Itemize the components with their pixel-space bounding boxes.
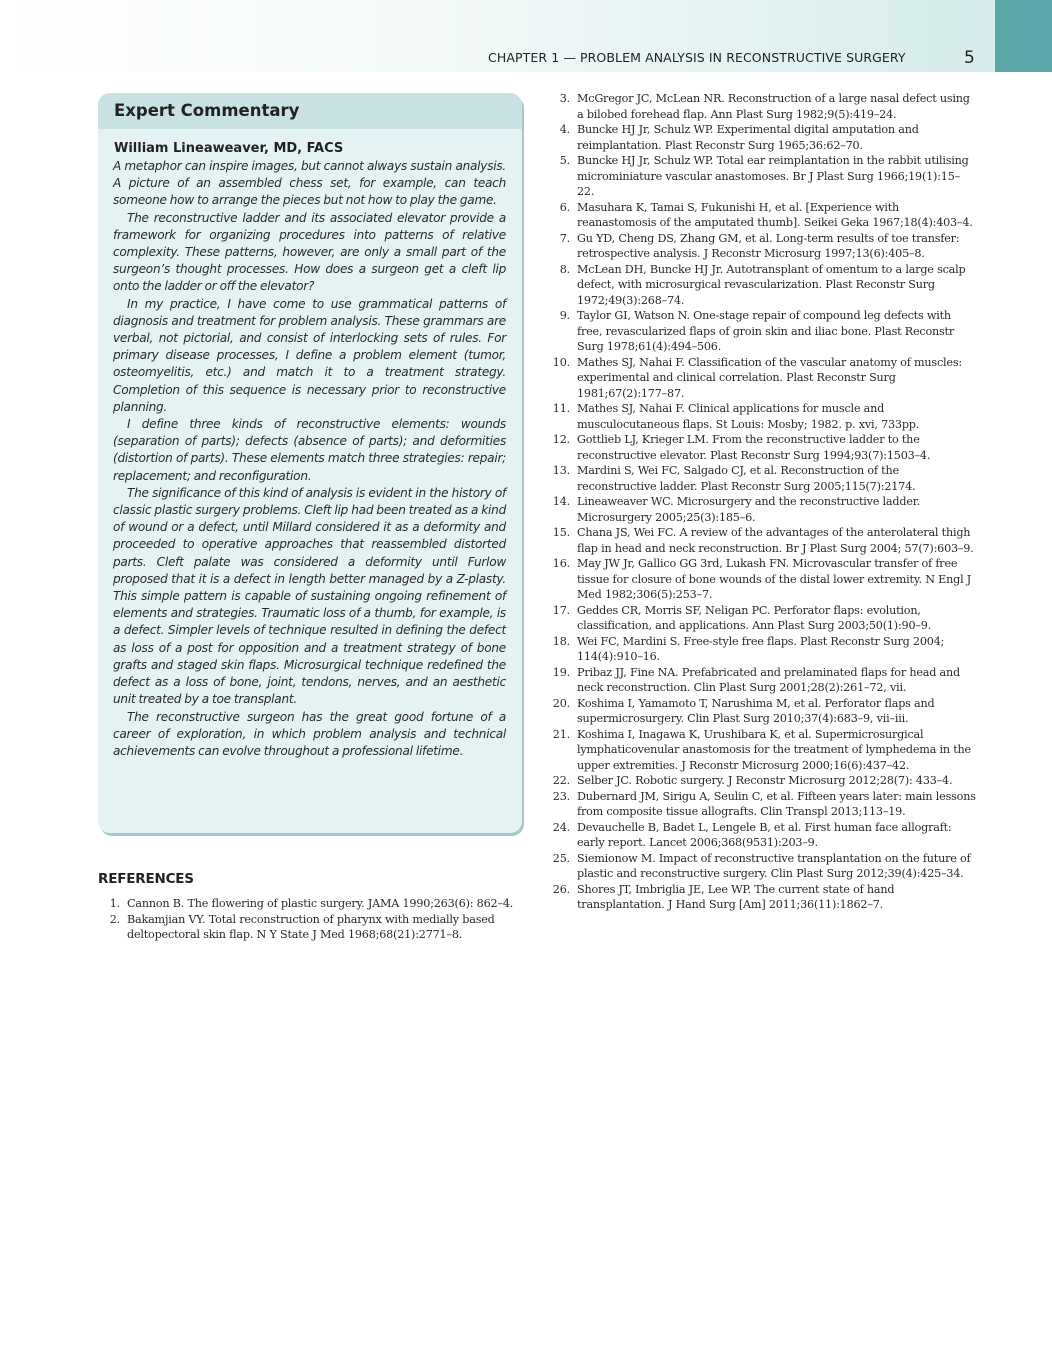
reference-number: 11. <box>552 402 570 415</box>
reference-item <box>548 308 976 355</box>
commentary-paragraph: The significance of this kind of analysis is evident in the history of classic plastic surgery problems. Cleft lip had been treated as a kind of wound or a defect, until Millard considered it as a deformity and proceeded to operative approaches that reassembled distorted parts. Cleft palate was considered a deformity until Furlow proposed that it is a defect in length better managed by a Z-plasty. This simple pattern is capable of sustaining ongoing refinement of elements and strategies. Traumatic loss of a thumb, for example, is a defect. Simpler levels of technique resulted in defining the defect as loss of a post for opposition and a treatment strategy of bone grafts and staged skin flaps. Microsurgical technique redefined the defect as a loss of bone, joint, tendons, nerves, and an aesthetic unit treated by a toe transplant. <box>113 485 506 707</box>
commentary-paragraph: In my practice, I have come to use grammatical patterns of diagnosis and treatment for problem analysis. These grammars are verbal, not pictorial, and consist of interlocking sets of rules. For primary disease processes, I define a problem element (tumor, osteomyelitis, etc.) and match it to a treatment strategy. Completion of this sequence is necessary prior to reconstructive planning. <box>113 296 506 414</box>
reference-item <box>548 556 976 603</box>
commentary-paragraph: The reconstructive surgeon has the great good fortune of a career of exploration, in which problem analysis and technical achievements can evolve throughout a professional lifetime. <box>113 709 506 758</box>
page-number: 5 <box>964 48 975 68</box>
reference-number: 7. <box>559 231 570 245</box>
references-heading: REFERENCES <box>98 871 194 887</box>
reference-number: 25. <box>552 851 570 865</box>
references-list-right <box>548 91 976 913</box>
reference-text: Shores JT, Imbriglia JE, Lee WP. The current state of hand transplantation. J Hand Surg [Am] 2011;36(11):1862–7. <box>577 882 895 911</box>
reference-item <box>548 153 976 200</box>
reference-text: Gottlieb LJ, Krieger LM. From the reconstructive ladder to the reconstructive elevator. Plast Reconstr Surg 1994;93(7):1503–4. <box>577 433 931 462</box>
reference-text: Mardini S, Wei FC, Salgado CJ, et al. Reconstruction of the reconstructive ladder. Plast Reconstr Surg 2005;115(7):2174. <box>577 464 916 493</box>
reference-text: Masuhara K, Tamai S, Fukunishi H, et al. [Experience with reanastomosis of the amputated thumb]. Seikei Geka 1967;18(4):403–4. <box>577 200 973 229</box>
reference-text: Selber JC. Robotic surgery. J Reconstr Microsurg 2012;28(7): 433–4. <box>577 774 953 787</box>
reference-number: 2. <box>109 912 120 926</box>
reference-text: Pribaz JJ, Fine NA. Prefabricated and prelaminated flaps for head and neck reconstruction. Clin Plast Surg 2001;28(2):261–72, vii. <box>577 665 960 694</box>
reference-number: 17. <box>552 603 570 617</box>
reference-text: Devauchelle B, Badet L, Lengele B, et al. First human face allograft: early report. Lancet 2006;368(9531):203–9. <box>577 820 952 849</box>
reference-item <box>548 773 976 789</box>
reference-number: 6. <box>559 200 570 214</box>
reference-item <box>98 896 522 912</box>
reference-text: Koshima I, Inagawa K, Urushibara K, et al. Supermicrosurgical lymphaticovenular anastomosis for the treatment of lymphedema in the upper extremities. J Reconstr Microsurg 2000;16(6):437–42. <box>577 727 971 772</box>
chapter-tab <box>995 0 1052 72</box>
expert-commentary-box <box>98 93 522 833</box>
reference-number: 10. <box>552 355 570 369</box>
reference-text: May JW Jr, Gallico GG 3rd, Lukash FN. Microvascular transfer of free tissue for closure of bone wounds of the distal lower extremity. N Engl J Med 1982;306(5):253–7. <box>577 557 972 601</box>
running-head: CHAPTER 1 — PROBLEM ANALYSIS IN RECONSTRUCTIVE SURGERY <box>488 50 906 65</box>
reference-item <box>98 912 522 943</box>
reference-item <box>548 494 976 525</box>
commentary-body <box>98 158 522 760</box>
reference-item <box>548 262 976 309</box>
reference-number: 24. <box>552 820 570 834</box>
reference-item <box>548 463 976 494</box>
reference-text: Chana JS, Wei FC. A review of the advantages of the anterolateral thigh flap in head and neck reconstruction. Br J Plast Surg 2004; 57(7):603–9. <box>577 526 974 555</box>
reference-text: Taylor GI, Watson N. One-stage repair of compound leg defects with free, revascularized flaps of groin skin and iliac bone. Plast Reconstr Surg 1978;61(4):494–506. <box>577 309 955 353</box>
reference-text: McGregor JC, McLean NR. Reconstruction of a large nasal defect using a bilobed forehead flap. Ann Plast Surg 1982;9(5):419–24. <box>577 92 970 121</box>
reference-number: 26. <box>552 882 570 896</box>
reference-item <box>548 200 976 231</box>
reference-number: 12. <box>552 433 570 446</box>
reference-item <box>548 851 976 882</box>
reference-item <box>548 696 976 727</box>
reference-text: Geddes CR, Morris SF, Neligan PC. Perforator flaps: evolution, classification, and applications. Ann Plast Surg 2003;50(1):90–9. <box>577 603 932 632</box>
reference-number: 9. <box>559 309 570 322</box>
commentary-paragraph: I define three kinds of reconstructive elements: wounds (separation of parts); defects (absence of parts); and deformities (distortion of parts). These elements match three strategies: repair; replacement; and reconfiguration. <box>113 417 506 483</box>
reference-item <box>548 603 976 634</box>
commentary-paragraph: The reconstructive ladder and its associated elevator provide a framework for organizing procedures into patterns of relative complexity. These patterns, however, are only a small part of the surgeon’s thought processes. How does a surgeon get a cleft lip onto the ladder or off the elevator? <box>113 210 506 294</box>
reference-item <box>548 91 976 122</box>
reference-text: Wei FC, Mardini S. Free-style free flaps. Plast Reconstr Surg 2004; 114(4):910–16. <box>577 634 945 663</box>
reference-item <box>548 231 976 262</box>
reference-number: 1. <box>109 897 120 910</box>
reference-item <box>548 355 976 402</box>
reference-text: Siemionow M. Impact of reconstructive transplantation on the future of plastic and reconstructive surgery. Clin Plast Surg 2012;39(4):425–34. <box>577 851 971 880</box>
reference-number: 15. <box>552 526 570 539</box>
references-list-left <box>98 896 522 943</box>
commentary-paragraph: A metaphor can inspire images, but cannot always sustain analysis. A picture of an assembled chess set, for example, can teach someone how to arrange the pieces but not how to play the game. <box>113 159 506 208</box>
reference-number: 3. <box>559 92 570 105</box>
reference-number: 20. <box>552 696 570 710</box>
reference-text: McLean DH, Buncke HJ Jr. Autotransplant of omentum to a large scalp defect, with microsurgical revascularization. Plast Reconstr Surg 1972;49(3):268–74. <box>577 262 966 307</box>
reference-item <box>548 432 976 463</box>
reference-text: Koshima I, Yamamoto T, Narushima M, et al. Perforator flaps and supermicrosurgery. Clin Plast Surg 2010;37(4):683–9, vii–iii. <box>577 696 935 725</box>
reference-item <box>548 122 976 153</box>
reference-item <box>548 665 976 696</box>
reference-text: Buncke HJ Jr, Schulz WP. Total ear reimplantation in the rabbit utilising microminiature vascular anastomoses. Br J Plast Surg 1966;19(1):15–22. <box>577 154 969 198</box>
reference-item <box>548 882 976 913</box>
reference-text: Mathes SJ, Nahai F. Classification of the vascular anatomy of muscles: experimental and clinical correlation. Plast Reconstr Surg 1981;67(2):177–87. <box>577 355 962 400</box>
reference-text: Gu YD, Cheng DS, Zhang GM, et al. Long-term results of toe transfer: retrospective analysis. J Reconstr Microsurg 1997;13(6):405–8. <box>577 231 960 260</box>
commentary-author: William Lineaweaver, MD, FACS <box>114 141 344 156</box>
reference-text: Buncke HJ Jr, Schulz WP. Experimental digital amputation and reimplantation. Plast Reconstr Surg 1965;36:62–70. <box>577 123 919 152</box>
reference-item <box>548 401 976 432</box>
reference-item <box>548 727 976 774</box>
commentary-title: Expert Commentary <box>98 93 522 129</box>
reference-number: 4. <box>559 123 570 136</box>
reference-text: Cannon B. The flowering of plastic surgery. JAMA 1990;263(6): 862–4. <box>127 897 514 910</box>
reference-number: 18. <box>552 634 570 648</box>
reference-number: 22. <box>552 774 570 787</box>
reference-item <box>548 820 976 851</box>
reference-number: 13. <box>552 464 570 477</box>
reference-text: Lineaweaver WC. Microsurgery and the reconstructive ladder. Microsurgery 2005;25(3):185–6. <box>577 495 921 524</box>
reference-item <box>548 789 976 820</box>
reference-text: Dubernard JM, Sirigu A, Seulin C, et al. Fifteen years later: main lessons from composite tissue allografts. Clin Transpl 2013;113–19. <box>577 789 976 818</box>
reference-number: 21. <box>552 727 570 741</box>
reference-number: 8. <box>559 262 570 276</box>
reference-number: 23. <box>552 789 570 803</box>
reference-number: 14. <box>552 495 570 508</box>
reference-item <box>548 525 976 556</box>
reference-number: 19. <box>552 665 570 679</box>
reference-item <box>548 634 976 665</box>
reference-text: Mathes SJ, Nahai F. Clinical applications for muscle and musculocutaneous flaps. St Louis: Mosby; 1982. p. xvi, 733pp. <box>577 402 920 431</box>
reference-text: Bakamjian VY. Total reconstruction of pharynx with medially based deltopectoral skin flap. N Y State J Med 1968;68(21):2771–8. <box>127 912 495 941</box>
reference-number: 16. <box>552 557 570 570</box>
reference-number: 5. <box>559 154 570 167</box>
